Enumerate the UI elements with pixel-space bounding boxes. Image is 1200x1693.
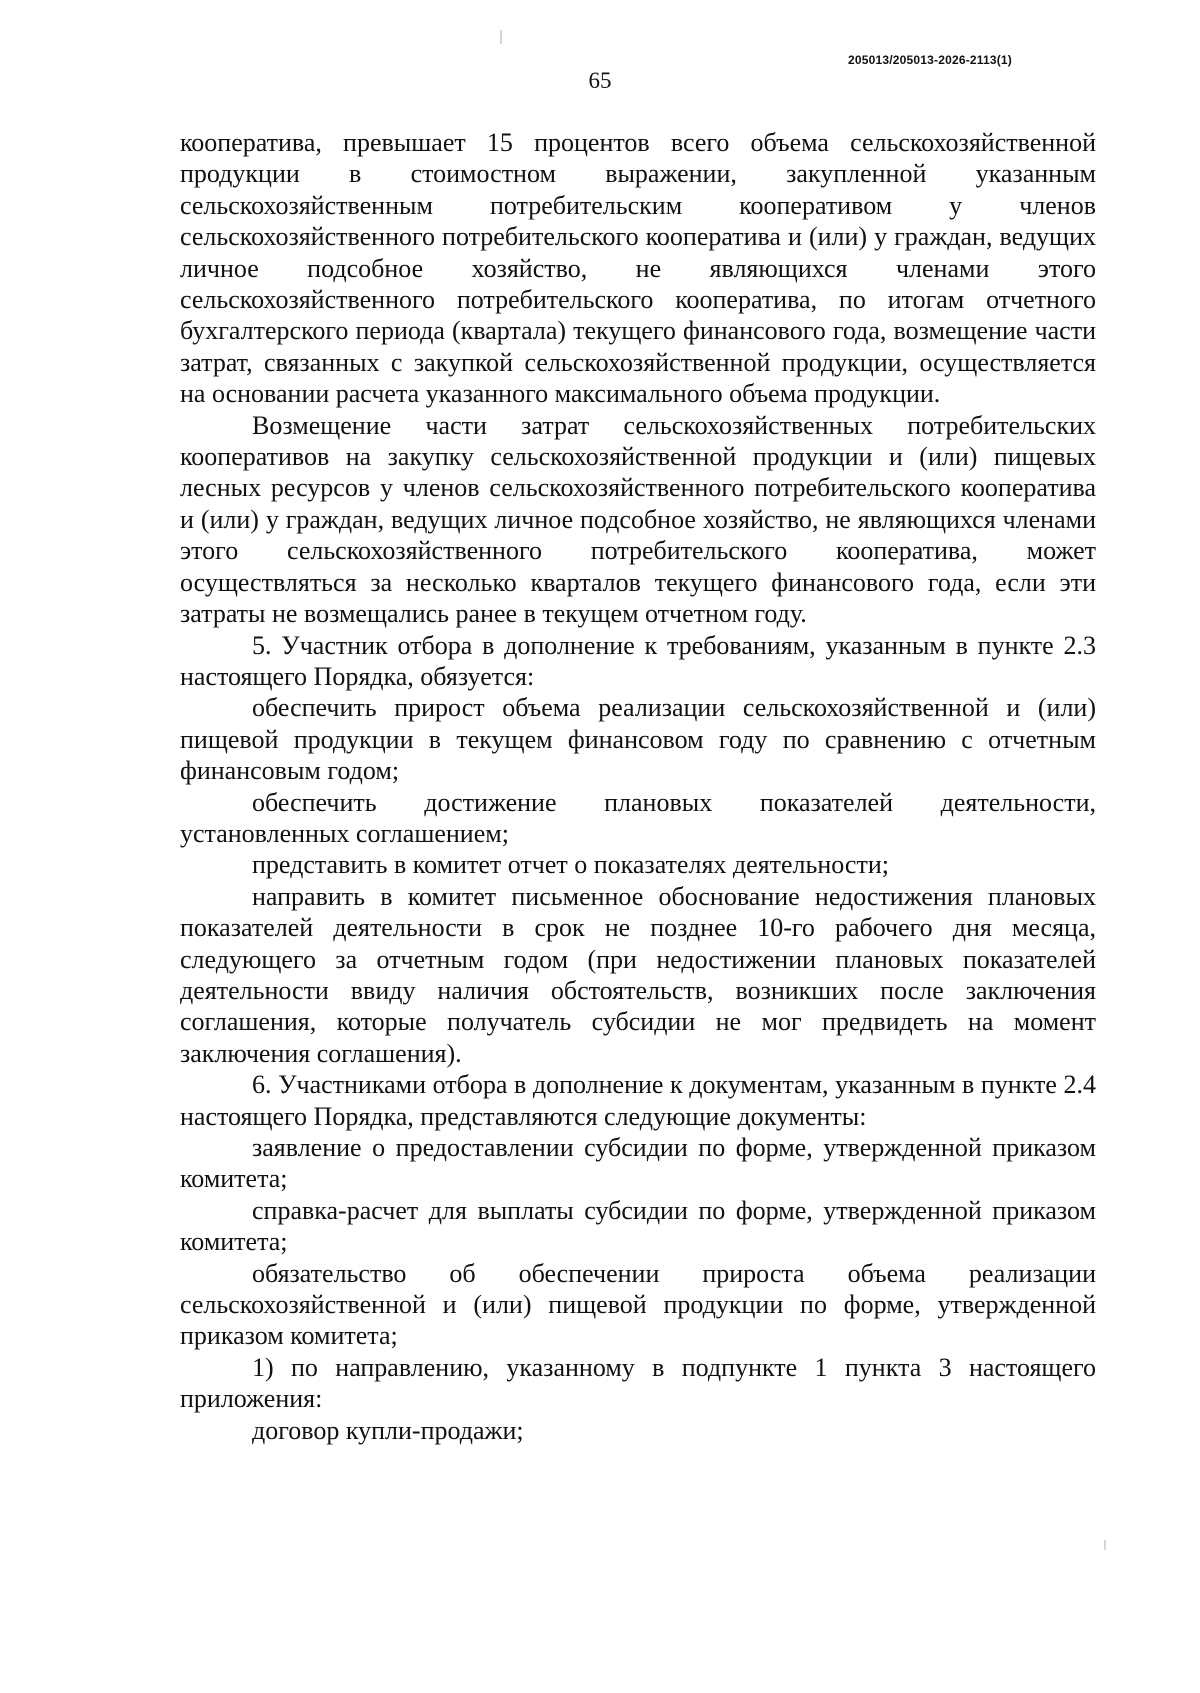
document-body	[180, 127, 1096, 1446]
paragraph: кооператива, превышает 15 процентов всего объема сельскохозяйственной продукции в стоимостном выражении, закупленной указанным сельскохозяйственным потребительским кооперативом у членов сельскохозяйственного потребительского кооператива и (или) у граждан, ведущих личное подсобное хозяйство, не являющихся членами этого сельскохозяйственного потребительского кооператива, по итогам отчетного бухгалтерского периода (квартала) текущего финансового года, возмещение части затрат, связанных с закупкой сельскохозяйственной продукции, осуществляется на основании расчета указанного максимального объема продукции.	[180, 128, 1096, 409]
paragraph: 1) по направлению, указанному в подпункте 1 пункта 3 настоящего приложения:	[180, 1352, 1096, 1414]
paragraph: Возмещение части затрат сельскохозяйственных потребительских кооперативов на закупку сельскохозяйственной продукции и (или) пищевых лесных ресурсов у членов сельскохозяйственного потребительского кооператива и (или) у граждан, ведущих личное подсобное хозяйство, не являющихся членами этого сельскохозяйственного потребительского кооператива, может осуществляться за несколько кварталов текущего финансового года, если эти затраты не возмещались ранее в текущем отчетном году.	[180, 410, 1096, 629]
scan-artifact-mark	[500, 30, 502, 44]
paragraph: обеспечить прирост объема реализации сельскохозяйственной и (или) пищевой продукции в текущем финансовом году по сравнению с отчетным финансовым годом;	[180, 693, 1096, 786]
paragraph: направить в комитет письменное обоснование недостижения плановых показателей деятельности в срок не позднее 10-го рабочего дня месяца, следующего за отчетным годом (при недостижении плановых показателей деятельности ввиду наличия обстоятельств, возникших после заключения соглашения, которые получатель субсидии не мог предвидеть на момент заключения соглашения).	[180, 881, 1096, 1068]
paragraph: договор купли-продажи;	[252, 1415, 524, 1445]
page-number: 65	[588, 68, 612, 93]
scan-artifact-mark	[1104, 1540, 1106, 1550]
document-registration-code: 205013/205013-2026-2113(1)	[847, 53, 1012, 67]
paragraph: заявление о предоставлении субсидии по форме, утвержденной приказом комитета;	[180, 1133, 1096, 1194]
paragraph: обязательство об обеспечении прироста объема реализации сельскохозяйственной и (или) пищевой продукции по форме, утвержденной приказом комитета;	[180, 1258, 1096, 1351]
paragraph: 6. Участниками отбора в дополнение к документам, указанным в пункте 2.4 настоящего Порядка, представляются следующие документы:	[180, 1070, 1096, 1131]
paragraph: представить в комитет отчет о показателях деятельности;	[252, 850, 889, 880]
paragraph: обеспечить достижение плановых показателей деятельности, установленных соглашением;	[180, 787, 1096, 848]
paragraph: 5. Участник отбора в дополнение к требованиям, указанным в пункте 2.3 настоящего Порядка, обязуется:	[180, 630, 1096, 691]
paragraph: справка-расчет для выплаты субсидии по форме, утвержденной приказом комитета;	[180, 1195, 1096, 1257]
